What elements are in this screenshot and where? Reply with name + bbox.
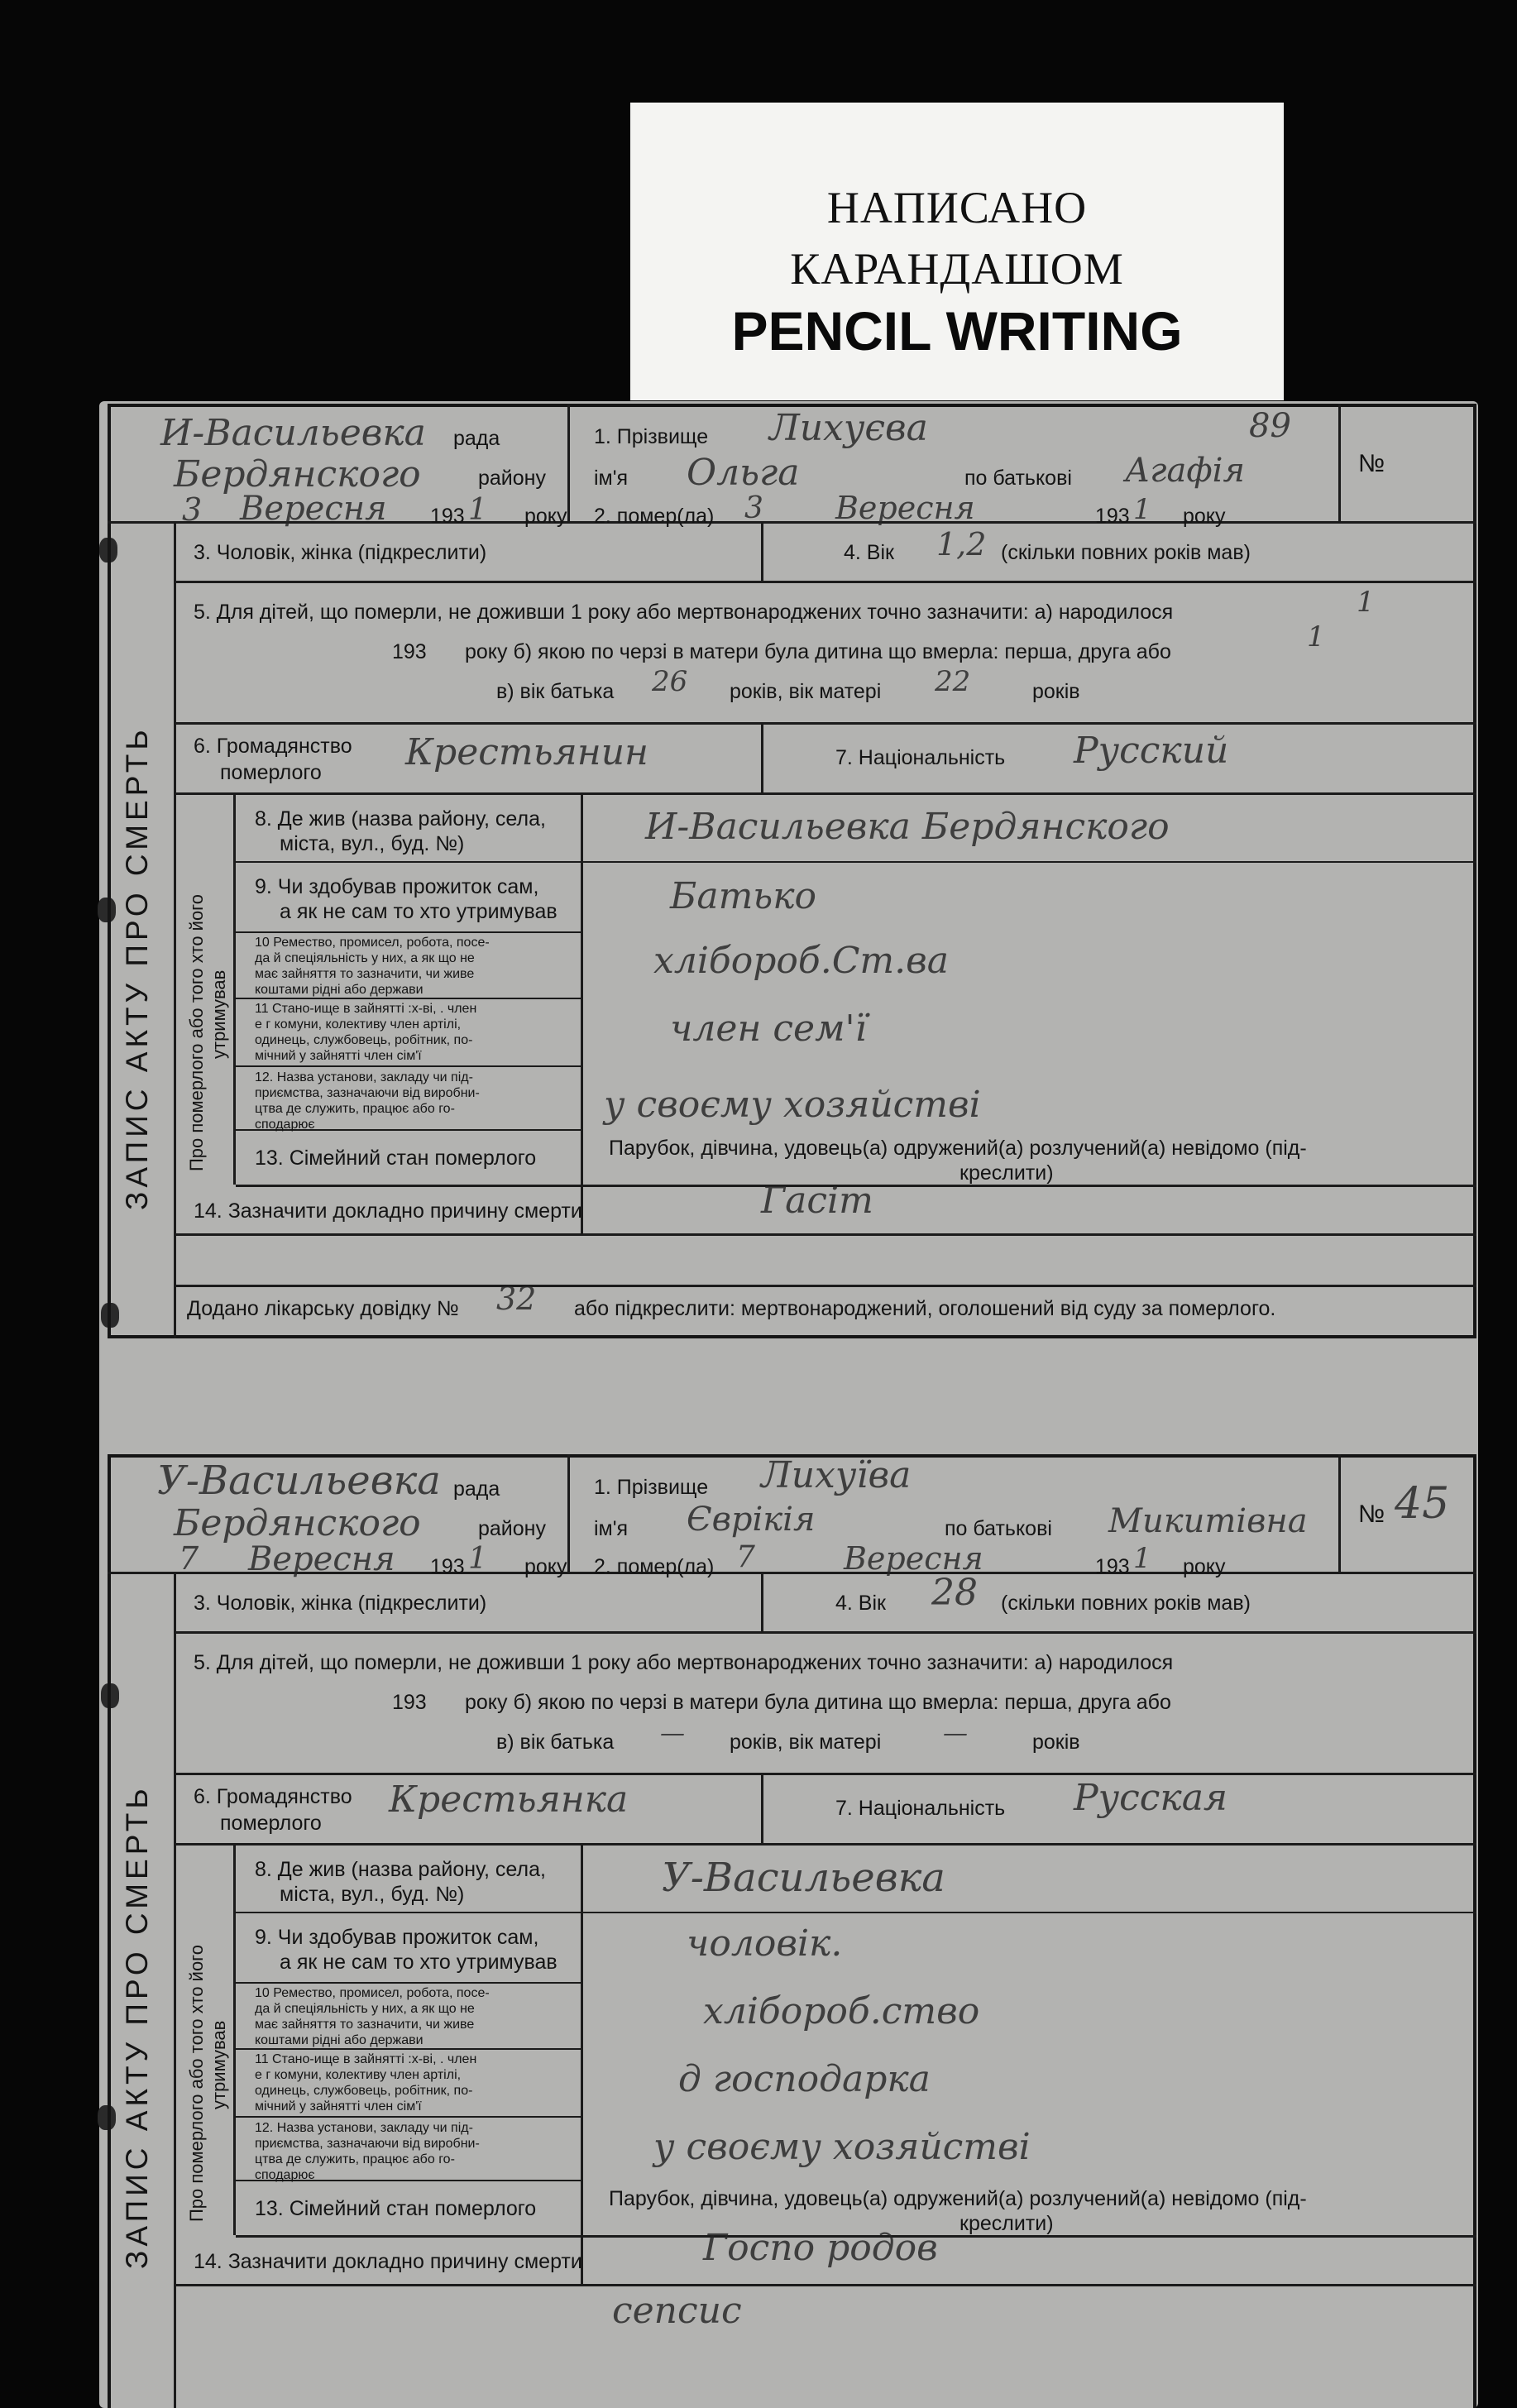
label-age-suffix: (скільки повних років мав) [1001,1592,1251,1615]
label-years: років [1032,680,1080,703]
label-marital-options-2: креслити) [959,2212,1054,2235]
label-residence-1: 8. Де жив (назва району, села, [255,807,546,831]
hw-nationality: Русский [1074,730,1229,772]
hw-doctor-cert: 32 [496,1281,537,1317]
label-mother-age: років, вік матері [730,1731,882,1754]
label-nationality: 7. Національність [835,746,1006,769]
label-residence-1: 8. Де жив (назва району, села, [255,1858,546,1881]
label-marital-options-1: Парубок, дівчина, удовець(а) одружений(а) розлучений(а) невідомо (під- [609,1137,1307,1160]
hw-reg-day: 7 [179,1540,199,1577]
hw-number: 45 [1395,1479,1450,1529]
hw-district: Бердянского [174,1502,421,1544]
label-mother-age: років, вік матері [730,680,882,703]
label-number: № [1358,450,1385,477]
label-livelihood-2: а як не сам то хто утримував [280,1951,558,1974]
death-record-2-content [108,1454,1476,2408]
hw-reg-year: 1 [468,493,487,527]
label-name: ім'я [594,1517,629,1540]
side-label-1: Про померлого або того хто його [186,894,207,1171]
label-marital-options-2: креслити) [959,1161,1054,1185]
label-position-4: мічний у зайнятті член сім'ї [255,1049,422,1063]
hw-first-name: Ольга [687,452,800,494]
hw-nationality: Русская [1074,1777,1228,1819]
label-workplace-2: приємства, зазначаючи від виробни- [255,2137,480,2151]
label-nationality: 7. Національність [835,1797,1006,1820]
hw-child-order: 1 [1307,620,1325,653]
hw-father-age: — [660,1719,685,1748]
side-label-1: Про померлого або того хто його [186,1945,207,2222]
label-age: 4. Вік [844,541,894,564]
label-livelihood-1: 9. Чи здобував прожиток сам, [255,1926,539,1949]
label-age-suffix: (скільки повних років мав) [1001,541,1251,564]
label-father-age: в) вік батька [496,1731,615,1754]
label-year: 193 [430,505,465,528]
hw-died-month: Вересня [835,490,975,526]
label-occupation-3: має зайняття то зазначити, чи живе [255,2018,475,2032]
label-surname: 1. Прізвище [594,1476,709,1499]
label-occupation-4: коштами рідні або держави [255,983,424,997]
hw-father-age: 26 [652,665,688,698]
hw-died-year: 1 [1133,493,1151,526]
hw-position: д господарка [678,2058,931,2100]
hw-citizenship: Крестьянин [405,731,649,773]
hw-first-name: Єврікія [687,1501,816,1539]
label-occupation-3: має зайняття то зазначити, чи живе [255,967,475,981]
label-infant-1: 5. Для дітей, що померли, не доживши 1 року або мертвонароджених точно зазначити: а) народилося [194,601,1174,624]
hw-cause-line-2: сепсис [612,2290,742,2332]
hw-number: 89 [1249,407,1291,445]
label-position-1: 11 Стано-ище в зайнятті :х-ві, . член [255,1002,477,1016]
label-patronymic: по батькові [945,1517,1052,1540]
label-workplace-4: сподарює [255,1118,315,1132]
label-livelihood-2: а як не сам то хто утримував [280,900,558,923]
hw-child-born: 1 [1357,586,1375,619]
label-number: № [1358,1501,1385,1528]
hw-died-year: 1 [1133,1542,1151,1575]
label-raion: району [478,467,546,490]
hw-residence: И-Васильевка Бердянского [645,806,1170,848]
hw-mother-age: 22 [935,665,971,698]
label-line-2: КАРАНДАШОМ [790,244,1124,294]
label-roku: року [524,1555,567,1578]
label-patronymic: по батькові [964,467,1072,490]
label-position-1: 11 Стано-ище в зайнятті :х-ві, . член [255,2052,477,2066]
side-label-2: утримував [208,2020,229,2109]
label-citizenship-2: померлого [220,1812,322,1835]
label-position-2: е г комуни, колективу член артілі, [255,2068,462,2082]
label-year: 193 [430,1555,465,1578]
hw-occupation: хлібороб.ство [703,1990,980,2032]
hw-reg-month: Вересня [248,1540,395,1578]
label-workplace-3: цтва де служить, працює або го- [255,2152,455,2166]
label-occupation-1: 10 Ремество, промисел, робота, посе- [255,1986,490,2000]
label-father-age: в) вік батька [496,680,615,703]
hw-died-month: Вересня [844,1540,983,1577]
hw-patronymic: Микитівна [1108,1502,1308,1540]
label-occupation-1: 10 Ремество, промисел, робота, посе- [255,936,490,950]
pencil-writing-label-card [630,103,1284,400]
label-citizenship-1: 6. Громадянство [194,1785,352,1808]
hw-age: 1,2 [936,526,987,563]
hw-died-day: 3 [744,491,763,525]
hw-workplace: у своєму хозяйстві [653,2126,1031,2168]
label-rada: рада [453,1477,500,1501]
hw-surname: Лихуїва [761,1454,912,1496]
label-sex: 3. Чоловік, жінка (підкреслити) [194,541,487,564]
hw-workplace: у своєму хозяйстві [604,1084,981,1126]
label-citizenship-1: 6. Громадянство [194,735,352,758]
label-died: 2. помер(ла) [594,505,715,528]
label-age: 4. Вік [835,1592,886,1615]
label-workplace-2: приємства, зазначаючи від виробни- [255,1086,480,1100]
hw-died-day: 7 [736,1540,755,1574]
hw-reg-month: Вересня [240,490,387,528]
label-rada: рада [453,427,500,450]
label-line-3: PENCIL WRITING [731,300,1183,361]
label-occupation-2: да й спеціяльність у них, а як що не [255,2002,475,2016]
label-position-3: одинець, службовець, робітник, по- [255,2084,473,2098]
label-citizenship-2: померлого [220,761,322,784]
hw-age: 28 [931,1572,978,1614]
label-residence-2: міста, вул., буд. №) [280,1883,465,1906]
label-died-year: 193 [1095,1555,1130,1578]
hw-reg-day: 3 [182,491,203,528]
label-died-roku: року [1183,505,1226,528]
label-workplace-1: 12. Назва установи, закладу чи під- [255,1070,473,1084]
label-position-4: мічний у зайнятті член сім'ї [255,2099,422,2114]
label-cause: 14. Зазначити докладно причину смерти [194,2250,582,2273]
label-cause: 14. Зазначити докладно причину смерти [194,1199,582,1223]
label-died-year: 193 [1095,505,1130,528]
label-position-2: е г комуни, колективу член артілі, [255,1017,462,1032]
label-infant-year: 193 [392,640,427,663]
label-doctor-cert: Додано лікарську довідку № [187,1297,459,1320]
label-workplace-3: цтва де служить, працює або го- [255,1102,455,1116]
label-doctor-cert-post: або підкреслити: мертвонароджений, оголошений від суду за померлого. [574,1297,1276,1320]
side-label-2: утримував [208,969,229,1059]
label-occupation-2: да й спеціяльність у них, а як що не [255,951,475,965]
label-infant-1: 5. Для дітей, що померли, не доживши 1 року або мертвонароджених точно зазначити: а) народилося [194,1651,1174,1674]
label-workplace-1: 12. Назва установи, закладу чи під- [255,2121,473,2135]
label-surname: 1. Прізвище [594,425,709,448]
hw-council: У-Васильевка [157,1458,441,1504]
label-died-roku: року [1183,1555,1226,1578]
label-marital: 13. Сімейний стан померлого [255,1147,537,1170]
hw-livelihood: Батько [670,875,817,917]
label-livelihood-1: 9. Чи здобував прожиток сам, [255,875,539,898]
label-raion: району [478,1517,546,1540]
hw-cause: Гасіт [761,1180,873,1222]
death-record-1-content [108,404,1476,1338]
label-line-1: НАПИСАНО [826,183,1088,232]
hw-surname: Лихуєва [769,407,928,449]
hw-patronymic: Агафія [1125,452,1245,490]
hw-occupation: хлібороб.Ст.ва [653,940,949,982]
label-workplace-4: сподарює [255,2168,315,2182]
hw-mother-age: — [943,1719,968,1748]
label-roku: року [524,505,567,528]
label-infant-2: року б) якою по черзі в матери була дитина що вмерла: перша, друга або [465,640,1171,663]
hw-citizenship: Крестьянка [389,1778,629,1821]
hw-residence: У-Васильевка [662,1855,945,1901]
side-title: ЗАПИС АКТУ ПРО СМЕРТЬ [120,725,154,1210]
hw-council: И-Васильевка [160,412,426,454]
side-title: ЗАПИС АКТУ ПРО СМЕРТЬ [120,1784,154,2269]
label-position-3: одинець, службовець, робітник, по- [255,1033,473,1047]
hw-cause-line-1: Госпо родов [703,2227,938,2269]
label-sex: 3. Чоловік, жінка (підкреслити) [194,1592,487,1615]
hw-livelihood: чоловік. [687,1922,843,1965]
label-marital: 13. Сімейний стан померлого [255,2197,537,2220]
label-years: років [1032,1731,1080,1754]
label-died: 2. помер(ла) [594,1555,715,1578]
label-marital-options-1: Парубок, дівчина, удовець(а) одружений(а) розлучений(а) невідомо (під- [609,2187,1307,2210]
hw-reg-year: 1 [468,1542,487,1576]
label-infant-year: 193 [392,1691,427,1714]
label-residence-2: міста, вул., буд. №) [280,832,465,855]
label-name: ім'я [594,467,629,490]
label-occupation-4: коштами рідні або держави [255,2033,424,2047]
hw-position: член сем'ї [670,1008,867,1050]
label-infant-2: року б) якою по черзі в матери була дитина що вмерла: перша, друга або [465,1691,1171,1714]
hw-district: Бердянского [174,453,421,495]
